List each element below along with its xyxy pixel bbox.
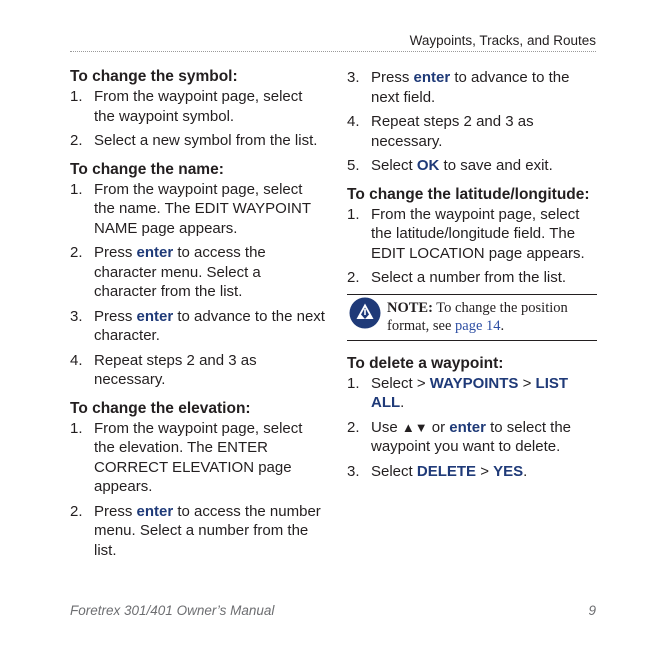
section-title: To change the latitude/longitude:	[347, 185, 590, 203]
waypoints-key-label: WAYPOINTS	[429, 374, 519, 392]
section-delete-waypoint	[347, 355, 597, 482]
step-number: 2.	[70, 244, 83, 261]
section-title: To change the name:	[70, 160, 224, 178]
yes-key-label: YES	[493, 462, 524, 480]
enter-key-label: enter	[136, 244, 174, 261]
step-text: to save and exit.	[439, 157, 553, 174]
enter-key-label: enter	[413, 69, 451, 86]
section-change-latlon	[347, 186, 597, 288]
step-text: Press	[94, 502, 137, 520]
step-number: 1.	[70, 180, 83, 198]
step-text: From the waypoint page, select the name. The EDIT WAYPOINT NAME page appears.	[94, 180, 311, 237]
note-text	[387, 296, 597, 335]
list-item	[347, 374, 597, 413]
list-item	[347, 205, 597, 264]
section-title: To change the symbol:	[70, 68, 238, 85]
list-item	[70, 502, 326, 561]
list-all-key-label: LIST ALL	[371, 374, 569, 411]
list-item	[70, 131, 326, 151]
step-text: to access the number menu. Select a number from the list.	[94, 502, 321, 559]
list-item	[70, 243, 326, 302]
step-text: Select >	[371, 374, 430, 392]
step-text: .	[523, 462, 528, 480]
step-number: 2.	[347, 269, 360, 286]
page-number: 9	[588, 603, 596, 618]
section-change-elevation-continued	[347, 68, 597, 176]
section-change-name	[70, 161, 326, 390]
page-footer	[70, 603, 596, 618]
step-text: Press	[94, 244, 137, 261]
step-number: 5.	[347, 157, 360, 174]
enter-key-label: enter	[136, 307, 174, 325]
step-text: Press	[94, 307, 137, 325]
enter-key-label: enter	[449, 418, 486, 436]
note-body: To change the position format, see	[387, 299, 568, 334]
step-text: From the waypoint page, select the elevation. The ENTER CORRECT ELEVATION page appears.	[94, 419, 303, 495]
section-title: To delete a waypoint:	[347, 354, 504, 372]
list-item	[347, 268, 597, 288]
list-item	[70, 180, 326, 239]
step-text: to advance to the next character.	[94, 307, 325, 344]
delete-key-label: DELETE	[416, 462, 477, 480]
step-text: From the waypoint page, select the waypoint symbol.	[94, 88, 303, 125]
step-text: to select the waypoint you want to delete.	[371, 418, 572, 455]
step-text: to access the character menu. Select a character from the list.	[94, 244, 266, 300]
step-number: 3.	[347, 462, 360, 480]
step-number: 1.	[70, 88, 83, 105]
manual-title: Foretrex 301/401 Owner’s Manual	[70, 603, 275, 618]
step-text: From the waypoint page, select the latitude/longitude field. The EDIT LOCATION page appears.	[371, 205, 585, 262]
header-title: Waypoints, Tracks, and Routes	[409, 33, 596, 48]
list-item	[70, 419, 326, 497]
step-number: 2.	[70, 132, 83, 149]
step-number: 3.	[347, 69, 360, 86]
step-text: >	[476, 462, 494, 480]
section-change-symbol	[70, 68, 326, 151]
step-number: 4.	[347, 113, 360, 130]
step-number: 1.	[70, 419, 83, 437]
step-text: Select	[371, 157, 417, 174]
left-column	[70, 68, 326, 570]
list-item	[70, 87, 326, 126]
step-number: 3.	[70, 307, 83, 325]
step-text: Use	[371, 418, 402, 436]
note-box	[347, 294, 597, 341]
section-change-elevation	[70, 400, 326, 561]
list-item	[70, 351, 326, 390]
list-item	[347, 68, 597, 107]
up-down-arrow-icon: ▲▼	[401, 419, 428, 435]
list-item	[70, 307, 326, 346]
note-end: .	[500, 317, 505, 334]
list-item	[347, 462, 597, 482]
step-number: 2.	[70, 502, 83, 520]
step-text: Press	[371, 69, 414, 86]
note-pencil-icon	[349, 297, 381, 329]
step-text: Select a new symbol from the list.	[94, 132, 318, 149]
list-item	[347, 112, 597, 151]
section-title: To change the elevation:	[70, 399, 251, 417]
step-text: Select	[371, 462, 417, 480]
step-text: >	[518, 374, 536, 392]
step-text: Select a number from the list.	[371, 269, 567, 286]
list-item	[347, 418, 597, 457]
step-number: 1.	[347, 205, 360, 223]
step-text: Repeat steps 2 and 3 as necessary.	[371, 113, 534, 150]
step-number: 4.	[70, 351, 83, 369]
running-header	[70, 33, 596, 52]
note-label: NOTE:	[387, 299, 433, 316]
enter-key-label: enter	[136, 502, 174, 520]
step-text: to advance to the next field.	[371, 69, 570, 106]
step-text: Repeat steps 2 and 3 as necessary.	[94, 351, 257, 388]
ok-key-label: OK	[416, 157, 440, 174]
step-number: 1.	[347, 374, 360, 392]
page-link[interactable]: page 14	[455, 317, 501, 334]
step-number: 2.	[347, 418, 360, 436]
right-column	[347, 68, 597, 491]
list-item	[347, 156, 597, 176]
step-text: or	[427, 418, 450, 436]
step-text: .	[400, 394, 405, 411]
